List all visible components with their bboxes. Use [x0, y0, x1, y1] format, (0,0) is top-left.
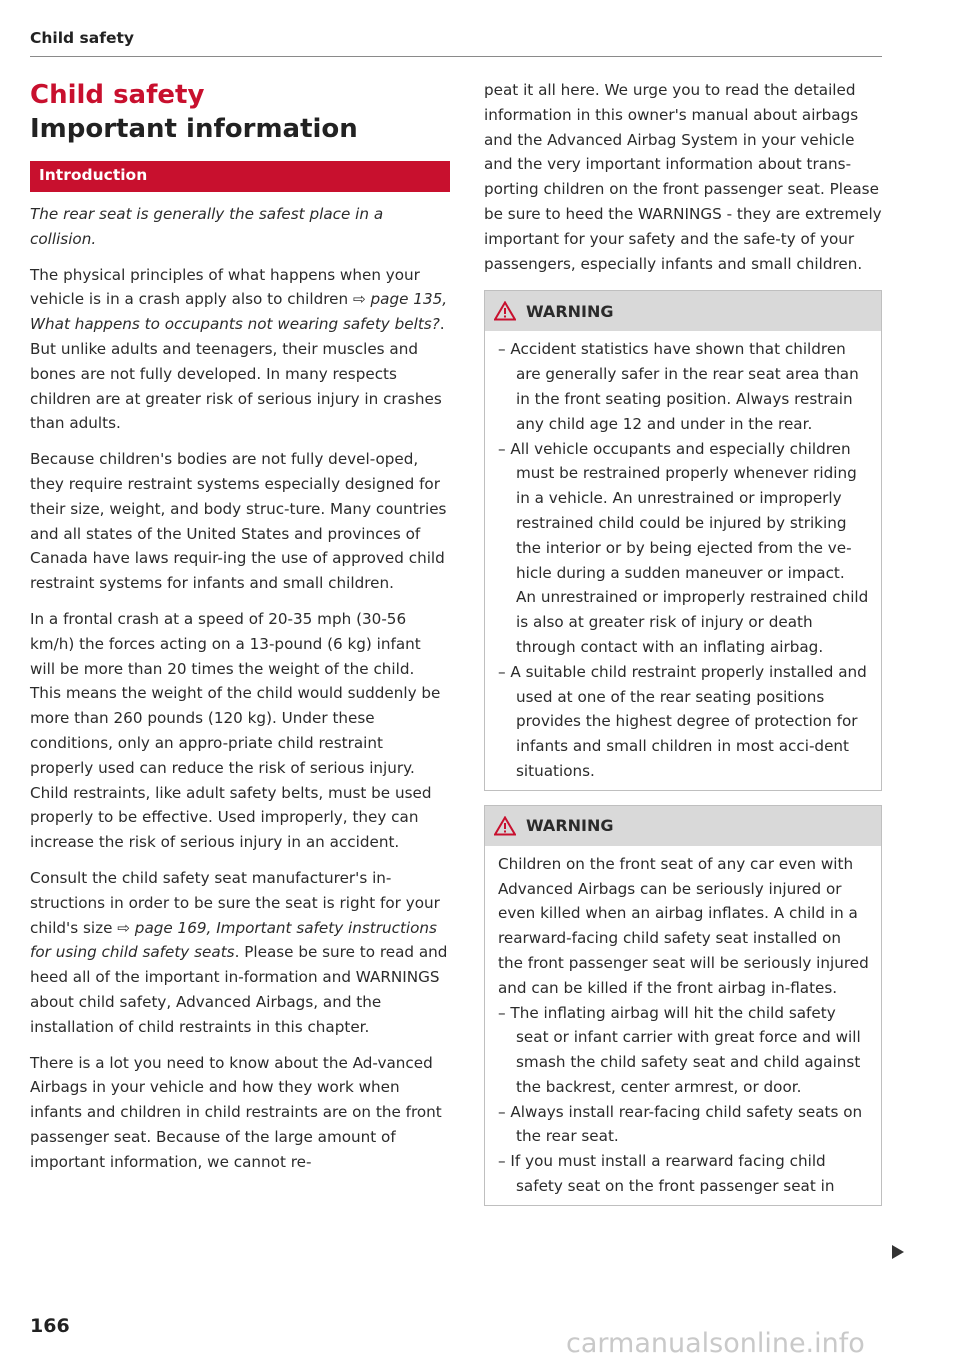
warning-list: [498, 1001, 869, 1199]
paragraph-crash-forces: In a frontal crash at a speed of 20-35 mph (30-56 km/h) the forces acting on a 13-pound (6 kg) infant will be more than 20 times the weight of the child. This means the weight of the child would suddenly be more than 260 pounds (120 kg). Under these conditions, only an appro-priate child restraint properly used can reduce the risk of serious injury. Child restraints, like adult safety belts, must be used properly to be effective. Used improperly, they can increase the risk of serious injury in an accident.: [30, 609, 441, 852]
page-number: 166: [30, 1315, 70, 1337]
paragraph-text: Consult the child safety seat manufacturer's in-structions in order to be sure the seat is right for your child's size: [30, 868, 440, 937]
list-item: – Accident statistics have shown that children are generally safer in the rear seat area than in the front seating position. Always restrain any child age 12 and under in the rear.: [498, 340, 859, 433]
list-item: – The inflating airbag will hit the child safety seat or infant carrier with great force and will smash the child safety seat and child against the backrest, center armrest, or door.: [498, 1003, 861, 1096]
section-title: Child safety: [30, 29, 134, 47]
warning-triangle-icon: [494, 816, 516, 836]
warning-header: [485, 806, 881, 846]
list-item: – If you must install a rearward facing child safety seat on the front passenger seat in: [498, 1152, 835, 1196]
warning-body: [485, 846, 881, 1205]
list-item: – A suitable child restraint properly installed and used at one of the rear seating positions provides the highest degree of protection for infants and small children in most acci-dent situations.: [498, 662, 867, 780]
watermark: carmanualsonline.info: [566, 1328, 865, 1359]
paragraph-advanced-airbags: There is a lot you need to know about the Ad-vanced Airbags in your vehicle and how they work when infants and children in child restraints are on the front passenger seat. Because of the large amount of important information, we cannot re-: [30, 1053, 442, 1171]
paragraph-bodies: Because children's bodies are not fully devel-oped, they require restraint systems especially designed for their size, weight, and body struc-ture. Many countries and all states of the United States and provinces of Canada have laws requir-ing the use of approved child restraint systems for infants and small children.: [30, 450, 447, 593]
cross-reference-link[interactable]: ⇨ page 169, Important safety instructions for using child safety seats: [30, 918, 437, 962]
warning-box-1: [484, 290, 882, 790]
paragraph-text: . Please be sure to read and heed all of the important in-formation and WARNINGS about child safety, Advanced Airbags, and the installation of child restraints in this chapter.: [30, 943, 448, 1036]
chapter-title: Child safety: [30, 80, 205, 110]
left-column: [30, 78, 450, 1185]
section-heading: Important information: [30, 114, 358, 144]
continue-arrow-icon: [892, 1245, 904, 1259]
warning-label: WARNING: [526, 301, 614, 321]
warning-body: [485, 331, 881, 789]
warning-label: WARNING: [526, 816, 614, 836]
lead-paragraph: The rear seat is generally the safest place in a collision.: [30, 205, 384, 248]
paragraph-text: . But unlike adults and teenagers, their muscles and bones are not fully developed. In many respects children are at greater risk of serious injury in crashes than adults.: [30, 315, 445, 433]
warning-triangle-icon: [494, 301, 516, 321]
warning-box-2: [484, 805, 882, 1206]
cross-reference-link[interactable]: ⇨ page 135, What happens to occupants not wearing safety belts?: [30, 290, 448, 334]
list-item: – Always install rear-facing child safety seats on the rear seat.: [498, 1102, 863, 1146]
running-header: [30, 28, 882, 57]
paragraph-continued: peat it all here. We urge you to read the detailed information in this owner's manual about airbags and the Advanced Airbag System in your vehicle and the very important information about trans-porting children on the front passenger seat. Please be sure to heed the WARNINGS - they are extremely important for your safety and the safe-ty of your passengers, especially infants and small children.: [484, 81, 882, 273]
paragraph-physics: [30, 263, 450, 437]
warning-header: [485, 291, 881, 331]
list-item: – All vehicle occupants and especially children must be restrained properly whenever riding in a vehicle. An unrestrained or improperly restrained child could be injured by striking the interior or by being ejected from the ve-hicle during a sudden maneuver or impact. An unrestrained or improperly restrained child is also at greater risk of injury or death through contact with an inflating airbag.: [498, 439, 869, 656]
paragraph-consult: [30, 866, 450, 1040]
right-column: [484, 78, 882, 1206]
warning-list: [498, 337, 869, 783]
paragraph-text: The physical principles of what happens when your vehicle is in a crash apply also to children: [30, 265, 420, 309]
warning-intro: Children on the front seat of any car even with Advanced Airbags can be seriously injured or even killed when an airbag inflates. A child in a rearward-facing child safety seat installed on the front passenger seat will be seriously injured and can be killed if the front airbag in-flates.: [498, 854, 869, 997]
introduction-heading: Introduction: [30, 161, 450, 192]
